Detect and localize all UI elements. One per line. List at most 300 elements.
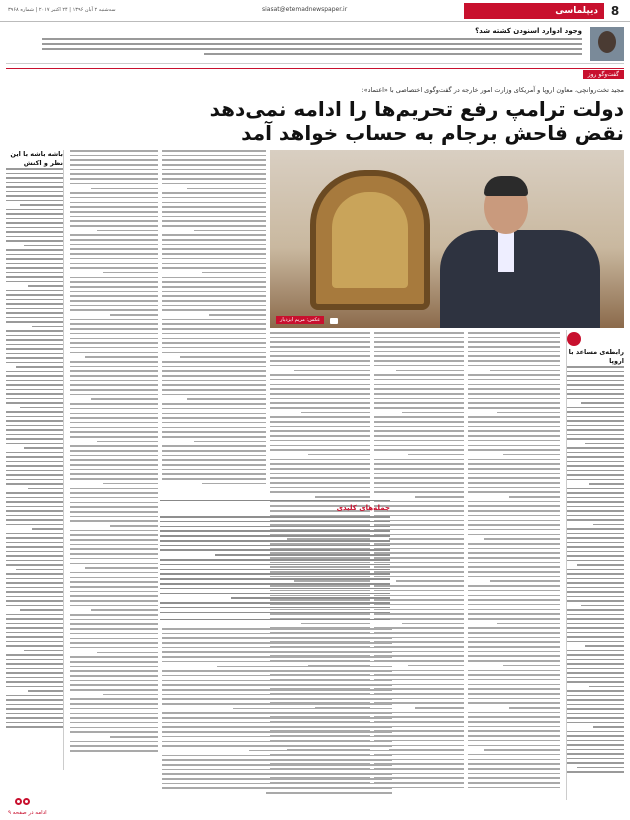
text-line: [70, 267, 158, 269]
text-line: [6, 348, 63, 350]
text-line: [468, 740, 560, 742]
text-line: [567, 672, 624, 674]
text-line: [162, 239, 266, 241]
text-line: [468, 562, 560, 564]
text-line: [6, 371, 63, 373]
text-line: [70, 436, 158, 438]
text-line: [70, 619, 158, 621]
text-line: [162, 291, 266, 293]
text-line: [6, 587, 63, 589]
text-line: [374, 482, 464, 484]
text-line: [577, 564, 624, 566]
text-line: [162, 698, 392, 700]
text-line: [374, 491, 464, 493]
text-line: [468, 543, 560, 545]
text-line: [103, 694, 158, 696]
text-line: [6, 353, 63, 355]
text-line: [70, 384, 158, 386]
text-line: [468, 487, 560, 489]
text-line: [160, 530, 390, 532]
text-line: [70, 628, 158, 630]
text-line: [110, 736, 158, 738]
text-line: [162, 220, 266, 222]
text-line: [70, 328, 158, 330]
text-line: [6, 564, 63, 566]
text-line: [6, 384, 63, 386]
text-line: [468, 651, 560, 653]
text-line: [6, 672, 63, 674]
text-line: [270, 482, 370, 484]
text-line: [162, 473, 266, 475]
text-line: [396, 370, 464, 372]
text-line: [70, 680, 158, 682]
text-line: [70, 717, 158, 719]
text-line: [162, 656, 392, 658]
text-line: [97, 652, 158, 654]
text-line: [567, 731, 624, 733]
website-text[interactable]: siasat@etemadnewspaper.ir: [262, 6, 348, 13]
text-line: [6, 623, 63, 625]
text-column-5: [468, 332, 560, 802]
text-line: [162, 155, 266, 157]
text-line: [270, 491, 370, 493]
text-line: [270, 379, 370, 381]
text-line: [70, 731, 158, 733]
text-line: [270, 332, 370, 334]
text-line: [374, 435, 464, 437]
text-line: [567, 722, 624, 724]
text-line: [162, 445, 266, 447]
text-line: [160, 602, 390, 604]
text-line: [468, 365, 560, 367]
text-line: [162, 389, 266, 391]
text-line: [567, 510, 624, 512]
text-line: [70, 492, 158, 494]
text-line: [567, 735, 624, 737]
text-line: [91, 398, 158, 400]
text-line: [162, 469, 266, 471]
text-line: [162, 684, 392, 686]
text-line: [162, 366, 266, 368]
text-line: [162, 689, 392, 691]
text-line: [97, 441, 158, 443]
text-line: [468, 641, 560, 643]
text-line: [468, 585, 560, 587]
text-line: [70, 408, 158, 410]
text-line: [70, 403, 158, 405]
text-line: [468, 679, 560, 681]
text-line: [468, 473, 560, 475]
text-line: [567, 762, 624, 764]
camera-icon: [330, 318, 338, 324]
text-line: [6, 465, 63, 467]
text-line: [160, 612, 390, 614]
text-column-1: [70, 150, 158, 770]
text-line: [70, 572, 158, 574]
text-line: [162, 703, 392, 705]
text-line: [70, 464, 158, 466]
text-line: [484, 538, 560, 540]
text-line: [187, 188, 266, 190]
text-line: [567, 542, 624, 544]
sidebar-badge-icon: [567, 332, 581, 346]
text-line: [567, 591, 624, 593]
text-line: [70, 361, 158, 363]
text-line: [233, 708, 392, 710]
text-line: [162, 417, 266, 419]
text-line: [162, 450, 266, 452]
text-line: [468, 384, 560, 386]
text-line: [374, 445, 464, 447]
right-sidebar-title: رابطه‌ی مساعد با اروپا: [568, 348, 624, 365]
text-line: [162, 361, 266, 363]
text-line: [468, 730, 560, 732]
text-line: [567, 420, 624, 422]
text-line: [162, 755, 392, 757]
text-line: [162, 333, 266, 335]
text-line: [301, 412, 370, 414]
text-line: [6, 222, 63, 224]
text-line: [180, 356, 266, 358]
text-line: [6, 339, 63, 341]
text-line: [162, 670, 392, 672]
text-line: [70, 150, 158, 152]
text-line: [70, 703, 158, 705]
text-line: [6, 591, 63, 593]
text-line: [70, 197, 158, 199]
text-line: [6, 177, 63, 179]
text-line: [70, 577, 158, 579]
text-line: [162, 244, 266, 246]
text-line: [97, 230, 158, 232]
text-line: [162, 717, 392, 719]
text-line: [468, 712, 560, 714]
text-line: [468, 735, 560, 737]
text-line: [468, 688, 560, 690]
text-line: [468, 674, 560, 676]
key-quotes-box: [160, 500, 390, 620]
text-line: [468, 763, 560, 765]
text-line: [160, 593, 390, 595]
text-line: [6, 195, 63, 197]
text-line: [567, 560, 624, 562]
text-line: [270, 421, 370, 423]
text-line: [581, 605, 624, 607]
text-line: [567, 366, 624, 368]
text-line: [70, 309, 158, 311]
text-line: [70, 469, 158, 471]
text-line: [70, 291, 158, 293]
text-line: [70, 169, 158, 171]
text-line: [374, 365, 464, 367]
text-line: [567, 749, 624, 751]
text-line: [32, 528, 63, 530]
text-line: [85, 356, 158, 358]
text-line: [6, 524, 63, 526]
text-line: [6, 470, 63, 472]
text-line: [28, 285, 63, 287]
text-line: [160, 583, 390, 585]
text-line: [70, 647, 158, 649]
text-line: [503, 665, 560, 667]
text-line: [270, 473, 370, 475]
text-line: [468, 595, 560, 597]
text-line: [374, 346, 464, 348]
article-headline: [154, 97, 624, 145]
text-line: [162, 394, 266, 396]
text-line: [270, 360, 370, 362]
text-line: [110, 314, 158, 316]
text-line: [162, 164, 266, 166]
text-line: [6, 578, 63, 580]
text-line: [160, 549, 390, 551]
text-line: [567, 587, 624, 589]
text-line: [389, 749, 464, 751]
text-line: [567, 434, 624, 436]
text-line: [162, 661, 392, 663]
text-line: [6, 632, 63, 634]
text-line: [567, 600, 624, 602]
text-line: [567, 623, 624, 625]
text-line: [160, 535, 390, 537]
text-line: [162, 263, 266, 265]
text-line: [70, 563, 158, 565]
text-line: [567, 641, 624, 643]
text-line: [374, 351, 464, 353]
text-line: [270, 351, 370, 353]
text-line: [567, 411, 624, 413]
text-line: [162, 403, 266, 405]
text-line: [374, 384, 464, 386]
text-line: [103, 483, 158, 485]
text-line: [202, 483, 266, 485]
text-line: [468, 529, 560, 531]
text-line: [162, 413, 266, 415]
text-line: [589, 686, 624, 688]
text-line: [70, 183, 158, 185]
text-line: [468, 482, 560, 484]
text-line: [6, 582, 63, 584]
text-line: [6, 425, 63, 427]
text-line: [567, 578, 624, 580]
left-sidebar: [6, 150, 64, 770]
text-line: [270, 337, 370, 339]
text-line: [6, 542, 63, 544]
text-line: [70, 473, 158, 475]
text-line: [468, 463, 560, 465]
text-line: [468, 684, 560, 686]
headline-line-2: نقض فاحش برجام به حساب خواهد آمد: [241, 121, 624, 145]
text-line: [415, 707, 465, 709]
text-line: [70, 225, 158, 227]
text-line: [6, 659, 63, 661]
text-line: [468, 726, 560, 728]
text-line: [484, 749, 560, 751]
text-line: [374, 355, 464, 357]
text-line: [70, 591, 158, 593]
text-line: [70, 323, 158, 325]
text-line: [6, 506, 63, 508]
text-line: [468, 571, 560, 573]
text-line: [6, 416, 63, 418]
text-line: [468, 618, 560, 620]
text-line: [6, 308, 63, 310]
text-line: [70, 684, 158, 686]
text-line: [468, 782, 560, 784]
text-line: [70, 366, 158, 368]
text-line: [567, 677, 624, 679]
text-line: [70, 600, 158, 602]
text-line: [6, 636, 63, 638]
text-line: [585, 443, 624, 445]
text-line: [70, 511, 158, 513]
text-line: [24, 245, 63, 247]
text-line: [160, 545, 390, 547]
text-line: [6, 501, 63, 503]
text-line: [162, 741, 392, 743]
article-subhead: مجید تخت‌روانچی، معاون اروپا و آمریکای وزارت امور خارجه در گفت‌وگوی اختصاصی با «اعتماد»:: [361, 86, 624, 94]
text-line: [70, 544, 158, 546]
text-line: [567, 614, 624, 616]
text-line: [162, 342, 266, 344]
text-line: [70, 675, 158, 677]
text-line: [162, 384, 266, 386]
text-line: [6, 713, 63, 715]
text-line: [91, 188, 158, 190]
text-line: [162, 258, 266, 260]
text-line: [585, 645, 624, 647]
text-line: [70, 553, 158, 555]
text-line: [70, 506, 158, 508]
text-line: [70, 548, 158, 550]
text-line: [162, 736, 392, 738]
text-line: [6, 380, 63, 382]
main-photo: [270, 150, 624, 328]
text-line: [374, 337, 464, 339]
text-line: [162, 380, 266, 382]
text-line: [567, 438, 624, 440]
text-line: [6, 168, 63, 170]
text-line: [6, 654, 63, 656]
text-line: [6, 722, 63, 724]
text-line: [70, 263, 158, 265]
text-line: [468, 721, 560, 723]
text-line: [6, 461, 63, 463]
text-line: [28, 690, 63, 692]
text-line: [6, 600, 63, 602]
text-line: [374, 379, 464, 381]
text-line: [162, 305, 266, 307]
text-line: [70, 206, 158, 208]
text-line: [6, 393, 63, 395]
text-line: [110, 525, 158, 527]
page-number: 8: [606, 2, 624, 20]
text-line: [567, 668, 624, 670]
text-line: [6, 240, 63, 242]
text-line: [6, 686, 63, 688]
text-line: [6, 663, 63, 665]
text-line: [162, 731, 392, 733]
text-line: [468, 351, 560, 353]
text-line: [162, 722, 392, 724]
text-line: [162, 464, 266, 466]
text-line: [70, 689, 158, 691]
text-line: [567, 492, 624, 494]
text-line: [70, 300, 158, 302]
text-line: [70, 192, 158, 194]
text-line: [270, 374, 370, 376]
text-line: [70, 741, 158, 743]
text-line: [6, 537, 63, 539]
text-line: [162, 216, 266, 218]
text-line: [70, 305, 158, 307]
text-line: [70, 727, 158, 729]
text-line: [70, 520, 158, 522]
text-column-2: [162, 150, 266, 495]
text-line: [6, 389, 63, 391]
text-line: [270, 468, 370, 470]
text-line: [567, 618, 624, 620]
text-line: [468, 759, 560, 761]
text-line: [567, 429, 624, 431]
text-line: [162, 225, 266, 227]
text-line: [6, 681, 63, 683]
text-line: [6, 641, 63, 643]
text-line: [6, 236, 63, 238]
text-line: [567, 582, 624, 584]
text-line: [270, 426, 370, 428]
text-line: [567, 632, 624, 634]
text-line: [374, 487, 464, 489]
text-line: [567, 398, 624, 400]
text-line: [270, 445, 370, 447]
text-line: [6, 533, 63, 535]
text-line: [374, 430, 464, 432]
text-line: [6, 645, 63, 647]
text-line: [567, 519, 624, 521]
text-line: [468, 379, 560, 381]
text-line: [567, 546, 624, 548]
text-line: [497, 623, 560, 625]
text-line: [6, 605, 63, 607]
text-line: [577, 767, 624, 769]
text-line: [468, 777, 560, 779]
text-line: [6, 474, 63, 476]
text-line: [270, 477, 370, 479]
text-line: [468, 468, 560, 470]
text-line: [567, 384, 624, 386]
text-line: [294, 370, 370, 372]
text-line: [162, 248, 266, 250]
text-line: [70, 178, 158, 180]
newspaper-logo: [8, 790, 30, 800]
text-line: [70, 745, 158, 747]
text-line: [70, 234, 158, 236]
text-line: [270, 398, 370, 400]
text-line: [567, 375, 624, 377]
text-line: [6, 312, 63, 314]
text-line: [374, 393, 464, 395]
text-line: [374, 468, 464, 470]
text-line: [6, 555, 63, 557]
text-line: [6, 276, 63, 278]
text-line: [70, 445, 158, 447]
text-line: [270, 365, 370, 367]
text-line: [162, 633, 392, 635]
text-line: [468, 435, 560, 437]
text-line: [6, 551, 63, 553]
text-line: [6, 411, 63, 413]
